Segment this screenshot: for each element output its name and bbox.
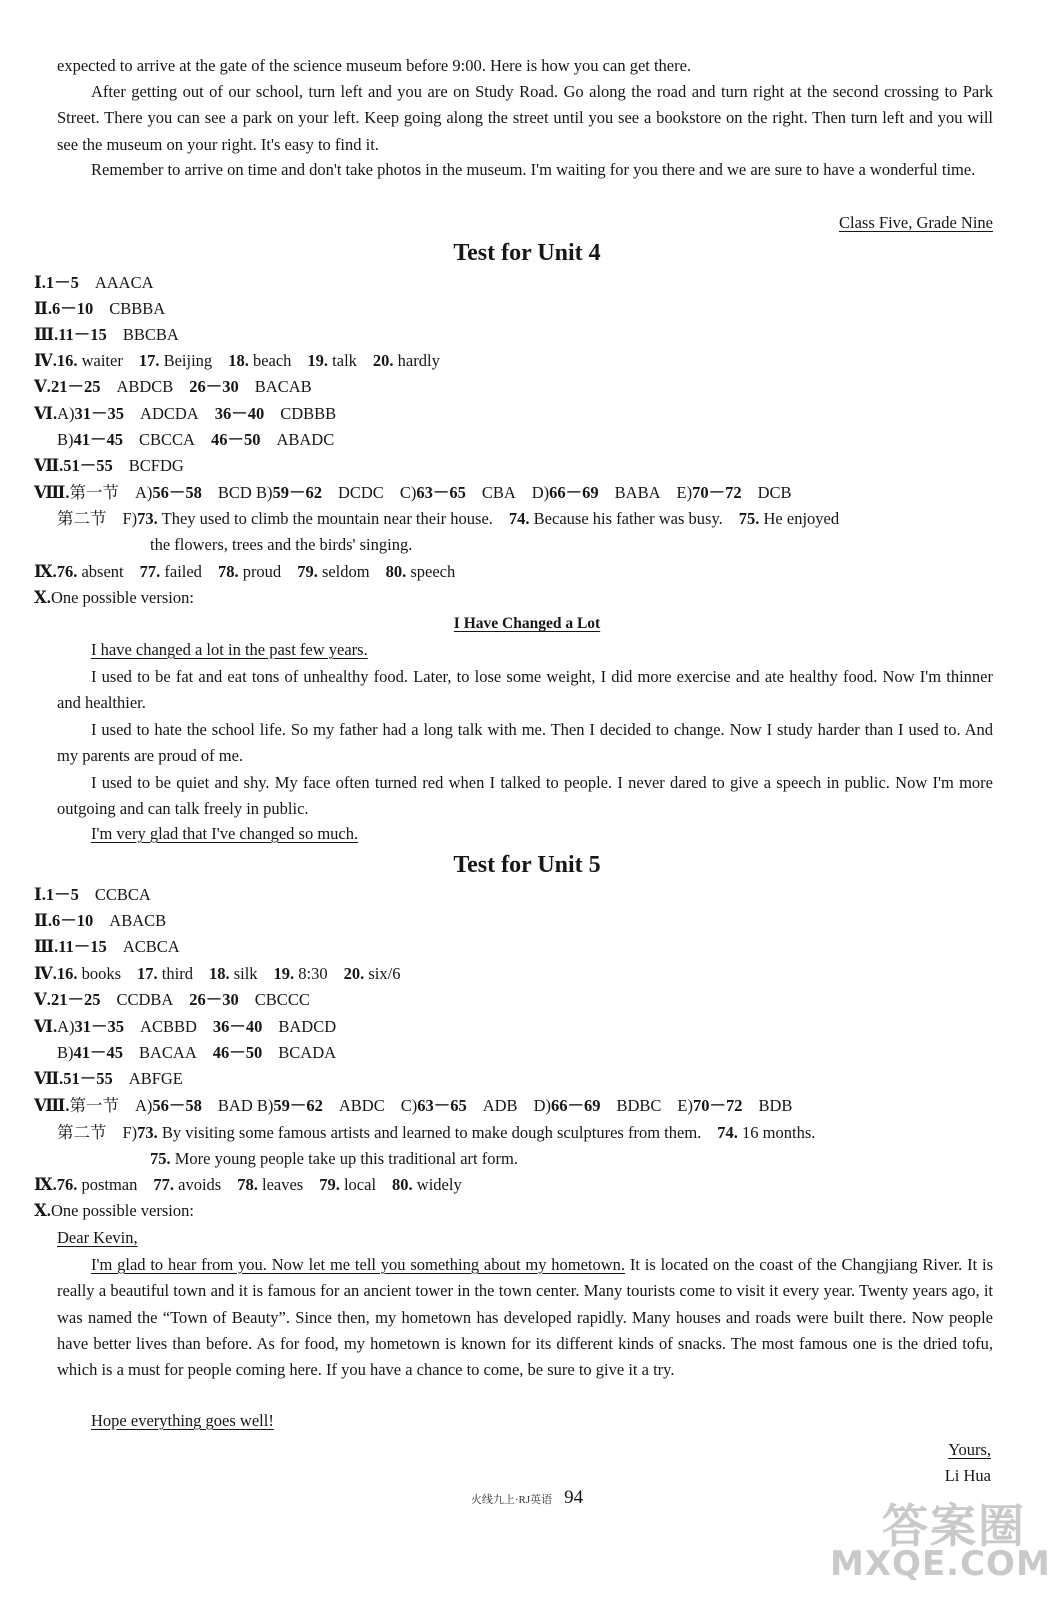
intro-paragraph: Remember to arrive on time and don't take photos in the museum. I'm waiting for you there and we are sure to have a wonderful time. [91, 160, 976, 179]
unit4-section-6a: Ⅵ.A)31－35 ADCDA 36－40 CDBBB [34, 404, 337, 423]
unit5-title: Test for Unit 5 [453, 852, 601, 878]
unit5-section-9: Ⅸ.76. postman 77. avoids 78. leaves 79. local 80. widely [34, 1175, 462, 1194]
unit5-section-8b: 第二节 F)73. By visiting some famous artists and learned to make dough sculptures from them. 74. 16 months. [57, 1123, 816, 1142]
unit5-letter-yours: Yours, [948, 1440, 991, 1459]
unit5-section-8b-cont: 75. More young people take up this traditional art form. [150, 1149, 518, 1168]
unit4-section-10: Ⅹ.One possible version: [34, 588, 194, 607]
unit5-letter-closing: Hope everything goes well! [91, 1411, 274, 1430]
unit5-letter-greeting: Dear Kevin, [57, 1228, 138, 1247]
unit5-section-7: Ⅶ.51－55 ABFGE [34, 1069, 183, 1088]
unit5-section-10: Ⅹ.One possible version: [34, 1201, 194, 1220]
unit4-section-1: Ⅰ.1－5 AAACA [34, 273, 154, 292]
unit4-section-8a: Ⅷ.第一节 A)56－58 BCD B)59－62 DCDC C)63－65 CBA D)66－69 BABA E)70－72 DCB [34, 483, 792, 502]
site-watermark: 答案圈 MXQE.COM [830, 1499, 1051, 1584]
unit4-essay-p4: I used to be quiet and shy. My face often turned red when I talked to people. I never dared to give a speech in public. Now I'm more outgoing and can talk freely in public. [57, 773, 993, 819]
unit4-section-9: Ⅸ.76. absent 77. failed 78. proud 79. seldom 80. speech [34, 562, 456, 581]
unit5-letter-body: I'm glad to hear from you. Now let me tell you something about my hometown. It is located on the coast of the Changjiang River. It is really a beautiful town and it is famous for an ancient tower in the town center. Many tourists come to visit it every year. Twenty years ago, it was named the “Town of Beauty”. Since then, my hometown has developed rapidly. Many houses and roads were built there. Now people have better lives than before. As for food, my hometown is known for its different kinds of snacks. The most famous one is the dried tofu, which is a must for people coming here. If you have a chance to come, be sure to give it a try. [57, 1255, 993, 1380]
intro-line: expected to arrive at the gate of the science museum before 9:00. Here is how you can get there. [57, 56, 692, 75]
intro-paragraph: After getting out of our school, turn left and you are on Study Road. Go along the road and turn right at the second crossing to Park Street. There you can see a park on your left. Keep going along the street until you see a bookstore on the right. Then turn left and you will see the museum on your right. It's easy to find it. [57, 82, 993, 154]
book-title: 火线九上·RJ英语 [470, 1494, 553, 1506]
unit5-section-5: Ⅴ.21－25 CCDBA 26－30 CBCCC [34, 990, 310, 1009]
page-number: 94 [564, 1487, 584, 1508]
unit5-section-1: Ⅰ.1－5 CCBCA [34, 885, 151, 904]
unit5-section-6b: B)41－45 BACAA 46－50 BCADA [57, 1043, 337, 1062]
unit4-section-4: Ⅳ.16. waiter 17. Beijing 18. beach 19. talk 20. hardly [34, 351, 440, 370]
unit5-section-4: Ⅳ.16. books 17. third 18. silk 19. 8:30 20. six/6 [34, 964, 401, 983]
unit5-letter-name: Li Hua [944, 1466, 991, 1485]
unit4-essay-p3: I used to hate the school life. So my father had a long talk with me. Then I decided to change. Now I study harder than I used to. And my parents are proud of me. [57, 720, 993, 766]
unit4-essay-p2: I used to be fat and eat tons of unhealthy food. Later, to lose some weight, I did more exercise and ate healthy food. Now I'm thinner and healthier. [57, 667, 993, 713]
unit4-section-6b: B)41－45 CBCCA 46－50 ABADC [57, 430, 335, 449]
unit4-section-5: Ⅴ.21－25 ABDCB 26－30 BACAB [34, 377, 312, 396]
unit4-section-3: Ⅲ.11－15 BBCBA [34, 325, 179, 344]
unit4-title: Test for Unit 4 [453, 240, 601, 266]
unit5-section-6a: Ⅵ.A)31－35 ACBBD 36－40 BADCD [34, 1017, 337, 1036]
unit5-section-3: Ⅲ.11－15 ACBCA [34, 937, 180, 956]
unit5-section-2: Ⅱ.6－10 ABACB [34, 911, 167, 930]
unit4-section-2: Ⅱ.6－10 CBBBA [34, 299, 166, 318]
unit5-section-8a: Ⅷ.第一节 A)56－58 BAD B)59－62 ABDC C)63－65 ADB D)66－69 BDBC E)70－72 BDB [34, 1096, 793, 1115]
unit4-essay-p5: I'm very glad that I've changed so much. [91, 824, 359, 843]
unit4-essay-title: I Have Changed a Lot [453, 615, 601, 632]
unit4-section-8b: 第二节 F)73. They used to climb the mountain near their house. 74. Because his father was busy. 75. He enjoyed [57, 509, 840, 528]
unit4-essay-p1: I have changed a lot in the past few years. [91, 640, 368, 659]
unit4-section-7: Ⅶ.51－55 BCFDG [34, 456, 184, 475]
unit4-section-8b-cont: the flowers, trees and the birds' singing. [150, 535, 413, 554]
intro-signature: Class Five, Grade Nine [839, 213, 993, 232]
